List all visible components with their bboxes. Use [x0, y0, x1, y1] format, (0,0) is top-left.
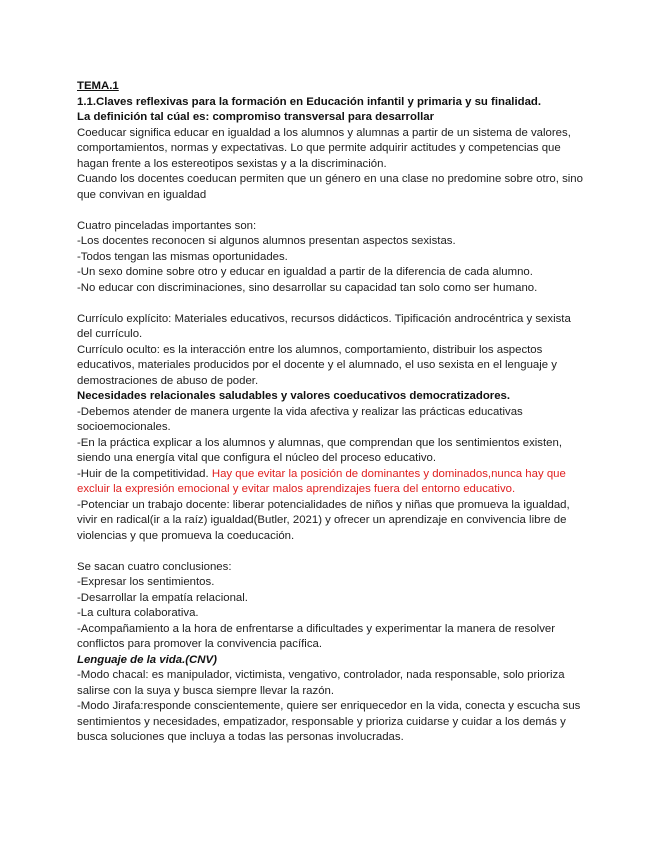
list-item: -Debemos atender de manera urgente la vida afectiva y realizar las prácticas educativas socioemocionales.	[77, 405, 523, 433]
list-item: -Todos tengan las mismas oportunidades.	[77, 250, 288, 263]
highlighted-red-text: Hay que evitar la posición de dominantes y dominados,nunca hay que excluir la expresión emocional y evitar malos aprendizajes fuera del entorno educativo.	[77, 467, 566, 495]
document-body	[77, 79, 587, 746]
competitividad-text: -Huir de la competitividad.	[77, 467, 209, 480]
paragraph-curriculo-oculto: Currículo oculto: es la interacción entre los alumnos, comportamiento, distribuir los aspectos educativos, materiales producidos por el docente y el alumnado, el uso sexista en el lenguaje y demostraciones de abuso de poder.	[77, 343, 557, 387]
spacer	[77, 296, 587, 312]
paragraph-docentes: Cuando los docentes coeducan permiten que un género en una clase no predomine sobre otro, sino que convivan en igualdad	[77, 173, 583, 201]
conclusiones-intro: Se sacan cuatro conclusiones:	[77, 560, 232, 573]
list-item: -Expresar los sentimientos.	[77, 576, 215, 588]
list-item: -Los docentes reconocen si algunos alumnos presentan aspectos sexistas.	[77, 235, 456, 247]
necesidades-heading: Necesidades relacionales saludables y valores coeducativos democratizadores.	[77, 390, 511, 402]
paragraph-coeducar: Coeducar significa educar en igualdad a los alumnos y alumnas a partir de un sistema de valores, comportamientos, normas y expectativas. Lo que permite adquirir actitudes y competencias que hagan frente a los estereotipos sexistas y a la discriminación.	[77, 126, 571, 170]
list-item: -Desarrollar la empatía relacional.	[77, 591, 248, 604]
definition-heading: La definición tal cúal es: compromiso transversal para desarrollar	[77, 111, 435, 123]
list-item: -Potenciar un trabajo docente: liberar potencialidades de niños y niñas que promueva la igualdad, vivir en radical(ir a la raíz) igualdad(Butler, 2021) y ofrecer un aprendizaje en convivencia libre de violencias y que promueva la coeducación.	[77, 498, 570, 542]
spacer	[77, 203, 587, 219]
list-item: -Modo chacal: es manipulador, victimista, vengativo, controlador, nada responsable, solo prioriza salirse con la suya y busca siempre llevar la razón.	[77, 669, 565, 697]
list-item: -Modo Jirafa:responde conscientemente, quiere ser enriquecedor en la vida, conecta y escucha sus sentimientos y necesidades, empatizador, responsable y prioriza cuidarse y cuidar a los demás y busca soluciones que incluya a todas las personas involucradas.	[77, 700, 581, 743]
list-item	[77, 467, 587, 498]
lenguaje-heading: Lenguaje de la vida.(CNV)	[77, 653, 217, 666]
list-item: -La cultura colaborativa.	[77, 607, 199, 619]
list-item: -En la práctica explicar a los alumnos y alumnas, que comprendan que los sentimientos existen, siendo una energía vital que configura el núcleo del proceso educativo.	[77, 436, 562, 464]
pinceladas-intro: Cuatro pinceladas importantes son:	[77, 219, 257, 232]
list-item: -No educar con discriminaciones, sino desarrollar su capacidad tan solo como ser humano.	[77, 281, 538, 294]
section-heading: 1.1.Claves reflexivas para la formación en Educación infantil y primaria y su finalidad.	[77, 95, 542, 108]
list-item: -Un sexo domine sobre otro y educar en igualdad a partir de la diferencia de cada alumno.	[77, 266, 533, 278]
paragraph-curriculo-explicito: Currículo explícito: Materiales educativos, recursos didácticos. Tipificación androcéntrica y sexista del currículo.	[77, 312, 571, 340]
spacer	[77, 544, 587, 560]
page-title: TEMA.1	[77, 80, 119, 92]
list-item: -Acompañamiento a la hora de enfrentarse a dificultades y experimentar la manera de resolver conflictos para promover la convivencia pacífica.	[77, 622, 556, 650]
